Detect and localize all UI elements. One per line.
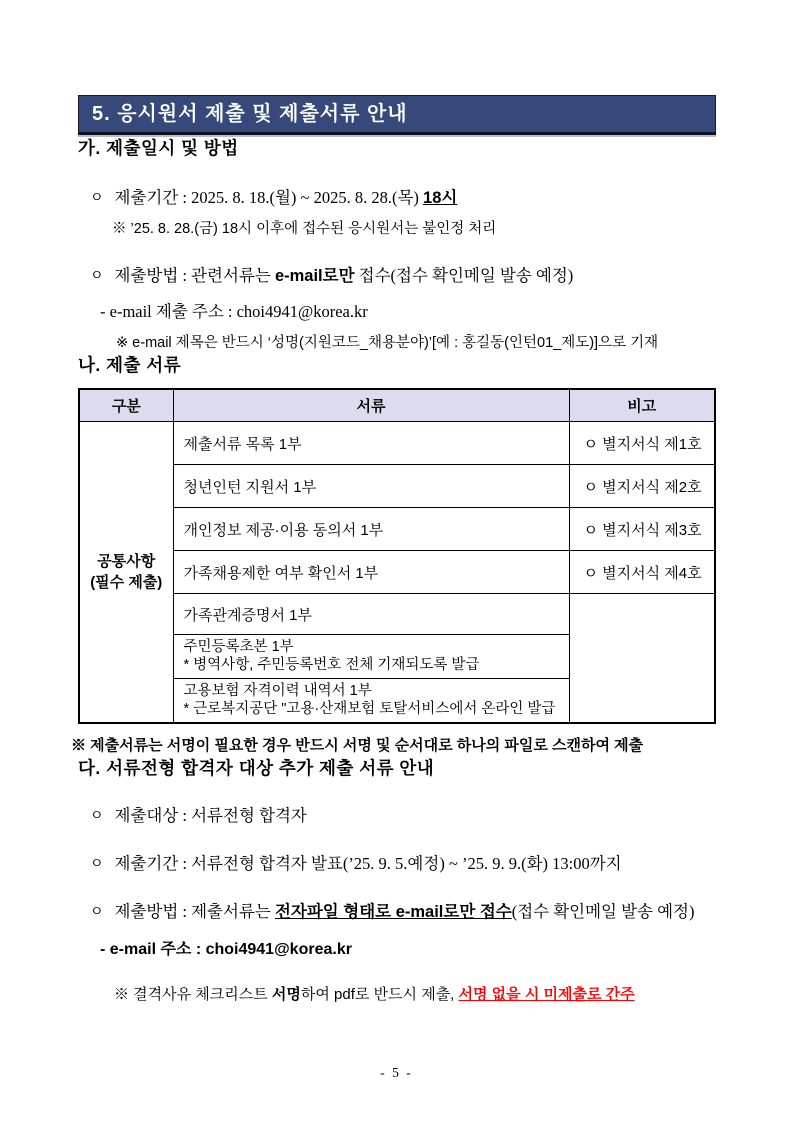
remark-cell: ㅇ 별지서식 제3호 bbox=[569, 508, 715, 551]
document-title: 주민등록초본 1부 bbox=[183, 639, 294, 655]
submission-method-line bbox=[90, 262, 716, 286]
col-header-remarks: 비고 bbox=[569, 389, 715, 422]
document-title: 고용보험 자격이력 내역서 1부 bbox=[183, 683, 372, 699]
section-title-bar bbox=[78, 95, 716, 135]
additional-period-text: 제출기간 : 서류전형 합격자 발표(’25. 9. 5.예정) ~ ’25. 9. 9.(화) 13:00까지 bbox=[114, 854, 622, 873]
heading-additional-documents: 다. 서류전형 합격자 대상 추가 제출 서류 안내 bbox=[78, 758, 435, 778]
table-header-row bbox=[79, 389, 715, 422]
document-cell bbox=[173, 635, 569, 679]
remark-cell: ㅇ 별지서식 제4호 bbox=[569, 551, 715, 594]
remark-cell: ㅇ 별지서식 제1호 bbox=[569, 422, 715, 465]
signature-bold: 서명 bbox=[271, 986, 301, 1003]
checklist-signature-note bbox=[114, 983, 716, 1004]
heading-required-documents: 나. 제출 서류 bbox=[78, 355, 182, 375]
page-title: 5. 응시원서 제출 및 제출서류 안내 bbox=[92, 103, 408, 125]
no-signature-warning: 서명 없을 시 미제출로 간주 bbox=[458, 986, 635, 1003]
circle-bullet-marker: ㅇ bbox=[90, 809, 104, 824]
additional-method-suffix: (접수 확인메일 발송 예정) bbox=[511, 902, 695, 921]
table-footnote: ※ 제출서류는 서명이 필요한 경우 반드시 서명 및 순서대로 하나의 파일로 스캔하여 제출 bbox=[71, 737, 644, 754]
email-address-line: - e-mail 제출 주소 : choi4941@korea.kr bbox=[100, 302, 368, 321]
email-subject-note: ※ e-mail 제목은 반드시 ‘성명(지원코드_채용분야)’[예 : 홍길동(인턴01_제도)]으로 기재 bbox=[116, 335, 659, 351]
submission-method-prefix: 제출방법 : 관련서류는 bbox=[114, 266, 275, 285]
table-row bbox=[79, 422, 715, 465]
circle-bullet-marker: ㅇ bbox=[90, 191, 104, 206]
submission-period-line bbox=[90, 184, 716, 208]
submission-method-suffix: 접수(접수 확인메일 발송 예정) bbox=[354, 266, 574, 285]
category-label-line1: 공통사항 bbox=[97, 553, 156, 570]
email-only-emphasis: e-mail로만 bbox=[274, 267, 355, 285]
table-row bbox=[79, 551, 715, 594]
required-documents-table bbox=[78, 388, 716, 724]
heading-submission-schedule: 가. 제출일시 및 방법 bbox=[78, 138, 239, 158]
remark-cell-empty bbox=[569, 594, 715, 724]
efile-email-emphasis: 전자파일 형태로 e-mail로만 접수 bbox=[274, 903, 512, 921]
document-subnote: * 병역사항, 주민등록번호 전체 기재되도록 발급 bbox=[183, 656, 480, 673]
additional-period-line bbox=[90, 850, 716, 874]
submission-deadline-emphasis: 18시 bbox=[423, 189, 458, 207]
page-number: - 5 - bbox=[380, 1065, 413, 1080]
document-cell: 가족관계증명서 1부 bbox=[173, 594, 569, 635]
checklist-note-prefix: ※ 결격사유 체크리스트 bbox=[114, 986, 272, 1003]
table-row bbox=[79, 508, 715, 551]
col-header-documents: 서류 bbox=[173, 389, 569, 422]
additional-method-line bbox=[90, 898, 716, 922]
additional-email-line: - e-mail 주소 : choi4941@korea.kr bbox=[100, 941, 352, 958]
page-content bbox=[71, 95, 716, 1004]
document-cell bbox=[173, 679, 569, 724]
submission-period-text: 제출기간 : 2025. 8. 18.(월) ~ 2025. 8. 28.(목) bbox=[114, 188, 424, 207]
late-submission-note: ※ ’25. 8. 28.(금) 18시 이후에 접수된 응시원서는 불인정 처리 bbox=[112, 221, 497, 237]
document-cell: 청년인턴 지원서 1부 bbox=[173, 465, 569, 508]
col-header-category: 구분 bbox=[79, 389, 173, 422]
document-subnote: * 근로복지공단 "고용·산재보험 토탈서비스에서 온라인 발급 bbox=[183, 700, 556, 717]
category-cell bbox=[79, 422, 173, 724]
category-label-line2: (필수 제출) bbox=[90, 574, 163, 591]
document-cell: 개인정보 제공·이용 동의서 1부 bbox=[173, 508, 569, 551]
table-row bbox=[79, 465, 715, 508]
document-cell: 가족채용제한 여부 확인서 1부 bbox=[173, 551, 569, 594]
additional-method-prefix: 제출방법 : 제출서류는 bbox=[114, 902, 275, 921]
table-row bbox=[79, 594, 715, 635]
document-cell: 제출서류 목록 1부 bbox=[173, 422, 569, 465]
remark-cell: ㅇ 별지서식 제2호 bbox=[569, 465, 715, 508]
circle-bullet-marker: ㅇ bbox=[90, 857, 104, 872]
circle-bullet-marker: ㅇ bbox=[90, 269, 104, 284]
circle-bullet-marker: ㅇ bbox=[90, 905, 104, 920]
checklist-note-mid: 하여 pdf로 반드시 제출, bbox=[300, 986, 459, 1003]
additional-target-line bbox=[90, 802, 716, 826]
additional-target-text: 제출대상 : 서류전형 합격자 bbox=[114, 806, 307, 825]
